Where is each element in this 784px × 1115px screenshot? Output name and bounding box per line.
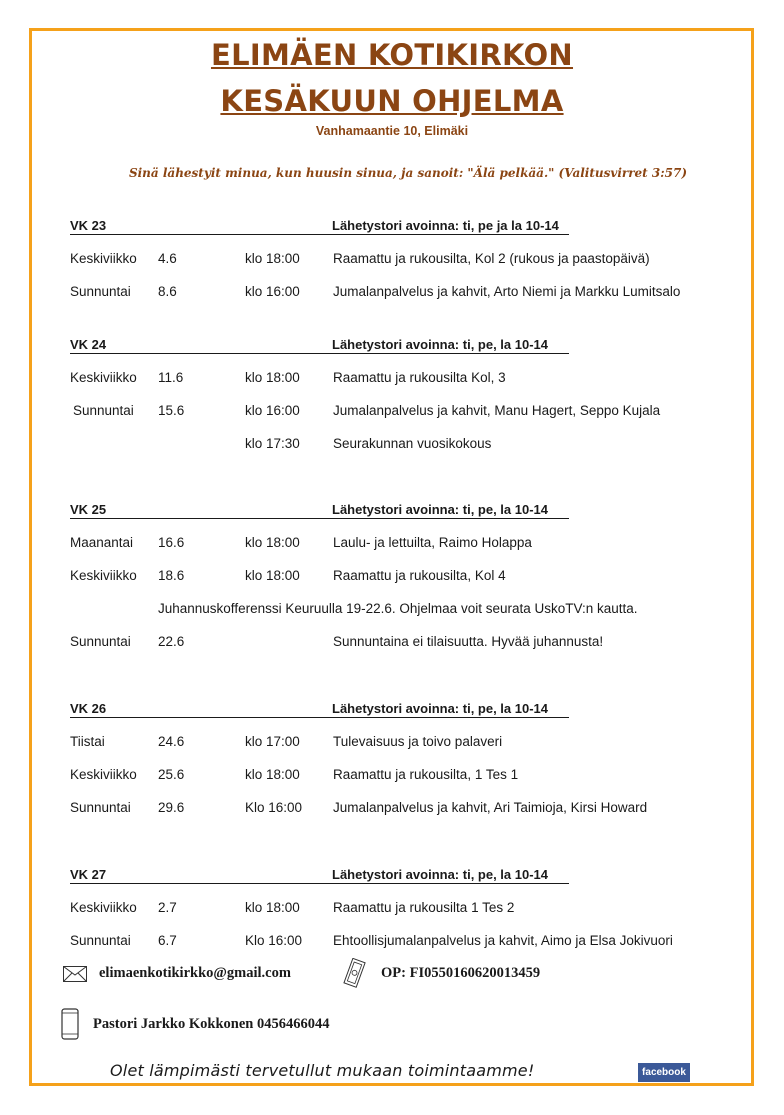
event-row bbox=[0, 403, 784, 421]
event-date: 6.7 bbox=[158, 933, 177, 948]
facebook-icon[interactable]: facebook bbox=[638, 1063, 690, 1082]
event-description: Tulevaisuus ja toivo palaveri bbox=[333, 734, 503, 749]
address: Vanhamaantie 10, Elimäki bbox=[315, 124, 469, 138]
event-day: Maanantai bbox=[70, 535, 134, 550]
event-time: klo 17:30 bbox=[245, 436, 300, 451]
envelope-icon bbox=[63, 966, 87, 982]
event-description: Raamattu ja rukousilta 1 Tes 2 bbox=[333, 900, 515, 915]
event-time: klo 18:00 bbox=[245, 900, 300, 915]
event-row bbox=[0, 933, 784, 951]
event-row bbox=[0, 800, 784, 818]
shop-hours: Lähetystori avoinna: ti, pe, la 10-14 bbox=[332, 867, 549, 882]
event-date: 15.6 bbox=[158, 403, 185, 418]
event-time: klo 18:00 bbox=[245, 767, 300, 782]
week-label: VK 24 bbox=[70, 337, 107, 352]
email-address[interactable]: elimaenkotikirkko@gmail.com bbox=[99, 965, 291, 981]
event-day: Keskiviikko bbox=[70, 767, 137, 782]
event-row bbox=[0, 767, 784, 785]
event-row bbox=[0, 370, 784, 388]
week-label: VK 26 bbox=[70, 701, 107, 716]
week-label: VK 27 bbox=[70, 867, 107, 882]
event-date: 2.7 bbox=[158, 900, 177, 915]
event-description: Laulu- ja lettuilta, Raimo Holappa bbox=[333, 535, 532, 550]
event-row bbox=[0, 436, 784, 454]
event-date: 8.6 bbox=[158, 284, 177, 299]
event-time: klo 18:00 bbox=[245, 370, 300, 385]
event-date: 16.6 bbox=[158, 535, 185, 550]
event-row bbox=[0, 284, 784, 302]
event-day: Sunnuntai bbox=[73, 403, 134, 418]
event-date: 18.6 bbox=[158, 568, 185, 583]
event-day: Sunnuntai bbox=[70, 284, 131, 299]
event-day: Sunnuntai bbox=[70, 800, 131, 815]
event-row bbox=[0, 900, 784, 918]
event-time: klo 16:00 bbox=[245, 403, 300, 418]
shop-hours: Lähetystori avoinna: ti, pe, la 10-14 bbox=[332, 337, 549, 352]
event-day: Keskiviikko bbox=[70, 370, 137, 385]
event-description: Jumalanpalvelus ja kahvit, Ari Taimioja, Kirsi Howard bbox=[333, 800, 648, 815]
week-header bbox=[70, 701, 569, 718]
event-row bbox=[0, 535, 784, 553]
page-border bbox=[29, 28, 754, 1086]
event-time: Klo 16:00 bbox=[245, 933, 303, 948]
event-description: Jumalanpalvelus ja kahvit, Arto Niemi ja Markku Lumitsalo bbox=[333, 284, 681, 299]
pastor-contact: Pastori Jarkko Kokkonen 0456466044 bbox=[93, 1016, 330, 1032]
event-row bbox=[0, 734, 784, 752]
bank-account: OP: FI0550160620013459 bbox=[381, 965, 541, 981]
welcome-message: Olet lämpimästi tervetullut mukaan toimintaamme! bbox=[110, 1061, 535, 1080]
event-time: klo 18:00 bbox=[245, 535, 300, 550]
event-date: 11.6 bbox=[158, 370, 184, 385]
event-description: Jumalanpalvelus ja kahvit, Manu Hagert, Seppo Kujala bbox=[333, 403, 661, 418]
page-title-line2: KESÄKUUN OHJELMA bbox=[220, 84, 564, 118]
event-date: 4.6 bbox=[158, 251, 177, 266]
event-description: Ehtoollisjumalanpalvelus ja kahvit, Aimo ja Elsa Jokivuori bbox=[333, 933, 673, 948]
shop-hours: Lähetystori avoinna: ti, pe, la 10-14 bbox=[332, 701, 549, 716]
event-row bbox=[0, 251, 784, 269]
event-day: Keskiviikko bbox=[70, 568, 137, 583]
event-day: Sunnuntai bbox=[70, 634, 131, 649]
phone-icon bbox=[61, 1008, 79, 1040]
week-label: VK 23 bbox=[70, 218, 107, 233]
week-label: VK 25 bbox=[70, 502, 107, 517]
event-date: 29.6 bbox=[158, 800, 185, 815]
week-header bbox=[70, 502, 569, 519]
event-date: 25.6 bbox=[158, 767, 185, 782]
event-time: klo 18:00 bbox=[245, 251, 300, 266]
event-description: Raamattu ja rukousilta, Kol 2 (rukous ja paastopäivä) bbox=[333, 251, 650, 266]
page-title-line1: ELIMÄEN KOTIKIRKON bbox=[210, 38, 574, 72]
conference-note: Juhannuskofferenssi Keuruulla 19-22.6. Ohjelmaa voit seurata UskoTV:n kautta. bbox=[158, 601, 638, 616]
shop-hours: Lähetystori avoinna: ti, pe ja la 10-14 bbox=[332, 218, 559, 233]
event-description: Raamattu ja rukousilta, 1 Tes 1 bbox=[333, 767, 519, 782]
event-description: Raamattu ja rukousilta Kol, 3 bbox=[333, 370, 506, 385]
week-header bbox=[70, 337, 569, 354]
event-date: 22.6 bbox=[158, 634, 185, 649]
event-time: Klo 16:00 bbox=[245, 800, 303, 815]
event-time: klo 18:00 bbox=[245, 568, 300, 583]
event-day: Tiistai bbox=[70, 734, 105, 749]
event-day: Keskiviikko bbox=[70, 251, 137, 266]
bible-verse: Sinä lähestyit minua, kun huusin sinua, ja sanoit: "Älä pelkää." (Valitusvirret 3:57) bbox=[128, 166, 688, 180]
event-description: Sunnuntaina ei tilaisuutta. Hyvää juhannusta! bbox=[333, 634, 604, 649]
event-time: klo 16:00 bbox=[245, 284, 300, 299]
event-description: Seurakunnan vuosikokous bbox=[333, 436, 492, 451]
event-row bbox=[0, 568, 784, 586]
event-day: Keskiviikko bbox=[70, 900, 137, 915]
money-icon bbox=[343, 958, 367, 988]
event-row bbox=[0, 634, 784, 652]
week-header bbox=[70, 218, 569, 235]
week-header bbox=[70, 867, 569, 884]
event-description: Raamattu ja rukousilta, Kol 4 bbox=[333, 568, 506, 583]
event-date: 24.6 bbox=[158, 734, 185, 749]
event-day: Sunnuntai bbox=[70, 933, 131, 948]
event-time: klo 17:00 bbox=[245, 734, 300, 749]
shop-hours: Lähetystori avoinna: ti, pe, la 10-14 bbox=[332, 502, 549, 517]
